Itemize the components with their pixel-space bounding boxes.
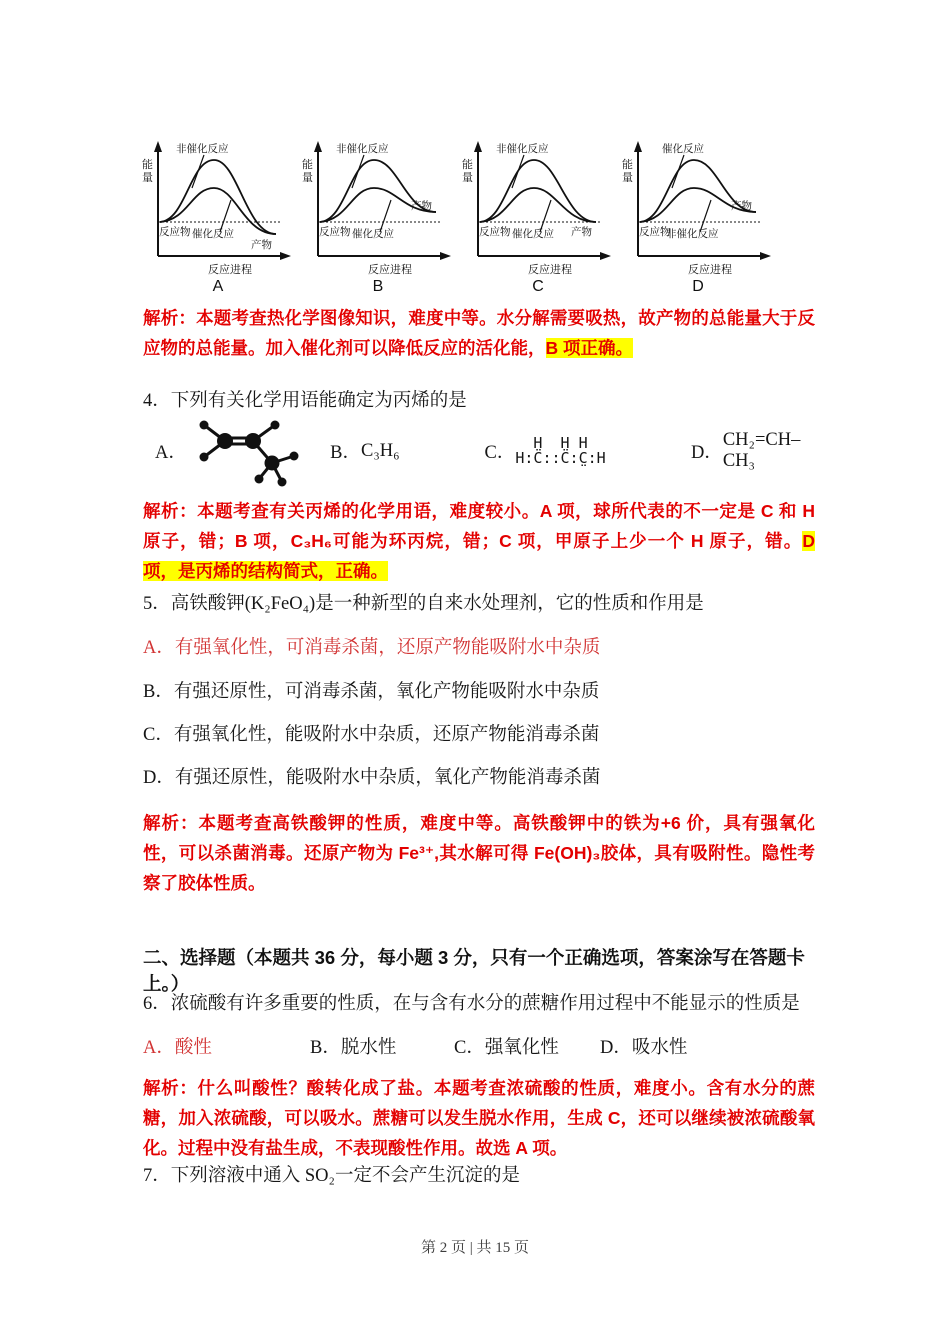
q4-option-b <box>330 438 484 464</box>
energy-diagram-C <box>454 136 614 294</box>
analysis-q3-text: 解析：本题考查热化学图像知识，难度中等。水分解需要吸热，故产物的总能量大于反应物的总能量。加入催化剂可以降低反应的活化能， <box>143 308 815 358</box>
svg-text:能量: 能量 <box>142 159 153 184</box>
svg-text:反应物: 反应物 <box>639 226 671 238</box>
question-4-options-row <box>155 408 825 494</box>
question-6-options-row <box>143 1033 815 1059</box>
energy-diagram-B <box>294 136 454 294</box>
svg-text:催化反应: 催化反应 <box>512 228 554 240</box>
q4-option-c-lewis-structure <box>515 436 605 466</box>
q4-option-c-label: C． <box>484 443 516 463</box>
question-4-title: 4．下列有关化学用语能确定为丙烯的是 <box>143 391 467 411</box>
analysis-q5 <box>143 808 815 898</box>
svg-text:A: A <box>212 278 224 294</box>
q4-option-c-hydrogen-row: H H H <box>515 434 588 452</box>
svg-text:非催化反应: 非催化反应 <box>496 143 549 155</box>
analysis-q4-text: 解析：本题考查有关丙烯的化学用语，难度较小。A 项，球所代表的不一定是 C 和 H 原子，错；B 项，C₃H₆可能为环丙烷，错；C 项，甲原子上少一个 H 原子，错。 <box>143 501 815 551</box>
question-7-title: 7．下列溶液中通入 SO₂一定不会产生沉淀的是 <box>143 1166 520 1186</box>
q4-option-c-formula: H:C̈::C̈:C̤:H <box>515 449 606 467</box>
analysis-q4-highlight: D 项，是丙烯的结构简式，正确。 <box>143 531 815 581</box>
svg-text:能量: 能量 <box>622 159 633 184</box>
svg-text:产物: 产物 <box>411 200 432 212</box>
svg-text:催化反应: 催化反应 <box>662 143 704 155</box>
analysis-q4 <box>143 496 815 586</box>
q5-option-d <box>143 763 600 789</box>
svg-text:产物: 产物 <box>251 239 272 251</box>
svg-text:反应进程: 反应进程 <box>208 264 252 276</box>
q5-option-b-text: 有强还原性，可消毒杀菌，氧化产物能吸附水中杂质 <box>173 682 600 702</box>
q4-option-a-label: A． <box>155 443 187 463</box>
q6-option-b: B．脱水性 <box>310 1038 397 1058</box>
analysis-q6 <box>143 1073 815 1163</box>
energy-diagram-A <box>134 136 294 294</box>
svg-text:B: B <box>372 278 384 294</box>
q4-option-b-formula: C₃H₆ <box>361 440 400 461</box>
q6-option-d: D．吸水性 <box>600 1038 688 1058</box>
q5-option-a <box>143 633 600 659</box>
energy-diagrams-row <box>134 136 774 294</box>
page-number-footer: 第 2 页 | 共 15 页 <box>420 1240 529 1256</box>
q5-option-d-text: 有强还原性，能吸附水中杂质，氧化产物能消毒杀菌 <box>174 768 601 788</box>
svg-text:非催化反应: 非催化反应 <box>336 143 389 155</box>
svg-text:反应物: 反应物 <box>319 226 351 238</box>
svg-text:非催化反应: 非催化反应 <box>176 143 229 155</box>
svg-text:反应进程: 反应进程 <box>368 264 412 276</box>
svg-text:反应进程: 反应进程 <box>528 264 572 276</box>
q6-option-a: A．酸性 <box>143 1038 212 1058</box>
q5-option-a-text: 有强氧化性，可消毒杀菌，还原产物能吸附水中杂质 <box>174 638 601 658</box>
question-5-title: 5．高铁酸钾(K₂FeO₄)是一种新型的自来水处理剂，它的性质和作用是 <box>143 594 704 614</box>
q4-option-c <box>485 436 691 466</box>
q4-option-b-label: B． <box>330 443 362 463</box>
q5-option-d-label: D． <box>143 768 175 788</box>
svg-text:产物: 产物 <box>731 200 752 212</box>
analysis-q3 <box>143 303 815 363</box>
svg-text:非催化反应: 非催化反应 <box>666 228 719 240</box>
svg-text:反应物: 反应物 <box>479 226 511 238</box>
analysis-q5-text: 解析：本题考查高铁酸钾的性质，难度中等。高铁酸钾中的铁为+6 价，具有强氧化性，可以杀菌消毒。还原产物为 Fe³⁺,其水解可得 Fe(OH)₃胶体，具有吸附性。隐性考察了胶体性质。 <box>143 813 815 893</box>
svg-text:能量: 能量 <box>302 159 313 184</box>
svg-text:C: C <box>532 278 544 294</box>
svg-text:催化反应: 催化反应 <box>192 228 234 240</box>
analysis-q3-highlight: B 项正确。 <box>545 338 633 358</box>
svg-text:能量: 能量 <box>462 159 473 184</box>
q4-option-d-formula: CH₂=CH–CH₃ <box>722 430 801 471</box>
q5-option-c <box>143 720 599 746</box>
q5-option-a-label: A． <box>143 638 175 658</box>
q4-option-a <box>155 411 330 491</box>
svg-text:产物: 产物 <box>571 226 592 238</box>
energy-diagram-D <box>614 136 774 294</box>
svg-text:反应进程: 反应进程 <box>688 264 732 276</box>
q4-option-d-label: D． <box>690 443 723 463</box>
question-6-title: 6．浓硫酸有许多重要的性质，在与含有水分的蔗糖作用过程中不能显示的性质是 <box>143 994 800 1014</box>
svg-text:D: D <box>692 278 704 294</box>
analysis-q6-text: 解析：什么叫酸性？酸转化成了盐。本题考查浓硫酸的性质，难度小。含有水分的蔗糖，加入浓硫酸，可以吸水。蔗糖可以发生脱水作用，生成 C，还可以继续被浓硫酸氧化。过程中没有盐生成，不表现酸性作用。故选 A 项。 <box>143 1078 815 1158</box>
section-2-header: 二、选择题（本题共 36 分，每小题 3 分，只有一个正确选项，答案涂写在答题卡上。） <box>143 947 805 994</box>
q5-option-c-label: C． <box>143 725 174 745</box>
svg-text:催化反应: 催化反应 <box>352 228 394 240</box>
q5-option-b-label: B． <box>143 682 174 702</box>
q4-option-d <box>691 430 825 472</box>
q5-option-b <box>143 677 599 703</box>
propene-ball-stick-icon <box>187 411 305 491</box>
q5-option-c-text: 有强氧化性，能吸附水中杂质，还原产物能消毒杀菌 <box>173 725 600 745</box>
q6-option-c: C．强氧化性 <box>454 1038 559 1058</box>
svg-text:反应物: 反应物 <box>159 226 191 238</box>
